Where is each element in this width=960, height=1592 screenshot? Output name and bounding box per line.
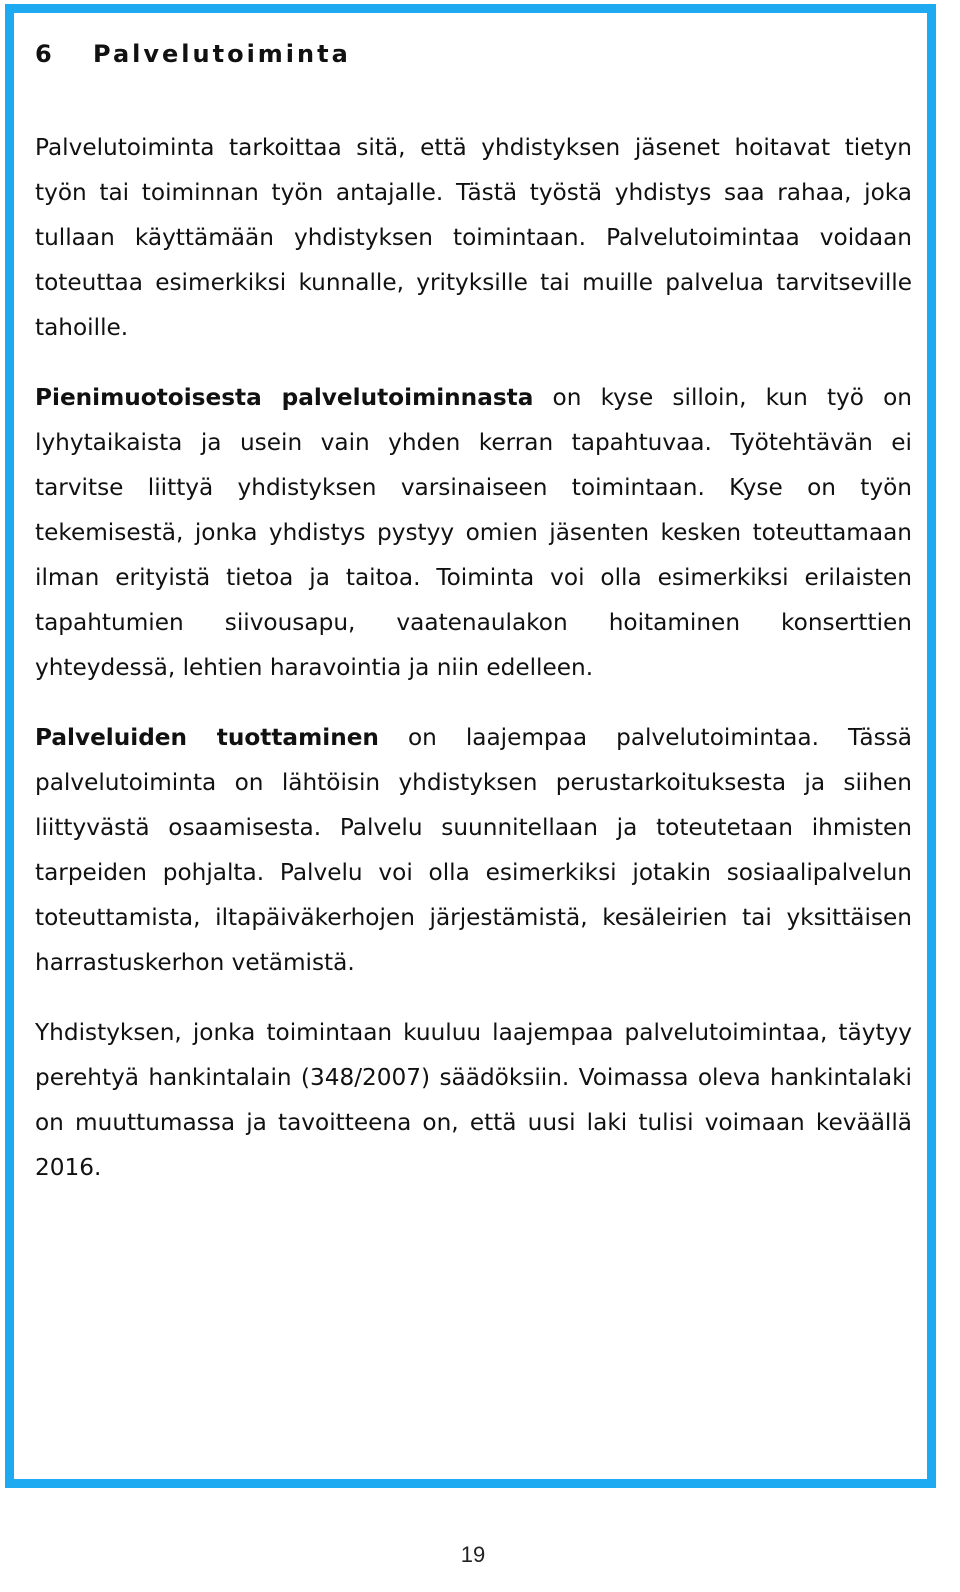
section-heading [35, 40, 912, 69]
paragraph-text: Palvelutoiminta tarkoittaa sitä, että yhdistyksen jäsenet hoitavat tietyn työn tai toiminnan työn antajalle. Tästä työstä yhdistys saa rahaa, joka tullaan käyttämään yhdistyksen toimintaan. Palvelutoimintaa voidaan toteuttaa esimerkiksi kunnalle, yrityksille tai muille palvelua tarvitseville tahoille. [35, 133, 912, 341]
paragraph-text: on kyse silloin, kun työ on lyhytaikaista ja usein vain yhden kerran tapahtuvaa. Työtehtävän ei tarvitse liittyä yhdistyksen varsinaiseen toimintaan. Kyse on työn tekemisestä, jonka yhdistys pystyy omien jäsenten kesken toteuttamaan ilman erityistä tietoa ja taitoa. Toiminta voi olla esimerkiksi erilaisten tapahtumien siivousapu, vaatenaulakon hoitaminen konserttien yhteydessä, lehtien haravointia ja niin edelleen. [35, 383, 912, 681]
paragraph-service-production [35, 715, 912, 985]
paragraph-procurement-law [35, 1010, 912, 1190]
section-title: Palvelutoiminta [93, 40, 351, 68]
paragraph-text: Yhdistyksen, jonka toimintaan kuuluu laajempaa palvelutoimintaa, täytyy perehtyä hankintalain (348/2007) säädöksiin. Voimassa oleva hankintalaki on muuttumassa ja tavoitteena on, että uusi laki tulisi voimaan keväällä 2016. [35, 1018, 912, 1181]
paragraph-text: on laajempaa palvelutoimintaa. Tässä palvelutoiminta on lähtöisin yhdistyksen perustarkoituksesta ja siihen liittyvästä osaamisesta. Palvelu suunnitellaan ja toteutetaan ihmisten tarpeiden pohjalta. Palvelu voi olla esimerkiksi jotakin sosiaalipalvelun toteuttamista, iltapäiväkerhojen järjestämistä, kesäleirien tai yksittäisen harrastuskerhon vetämistä. [35, 723, 912, 976]
paragraph-small-scale-service [35, 375, 912, 690]
section-number: 6 [35, 40, 55, 68]
paragraph-lead-term: Pienimuotoisesta palvelutoiminnasta [35, 383, 534, 411]
document-body [35, 40, 912, 1215]
paragraph-intro [35, 125, 912, 350]
paragraph-lead-term: Palveluiden tuottaminen [35, 723, 379, 751]
page-number: 19 [460, 1542, 486, 1567]
